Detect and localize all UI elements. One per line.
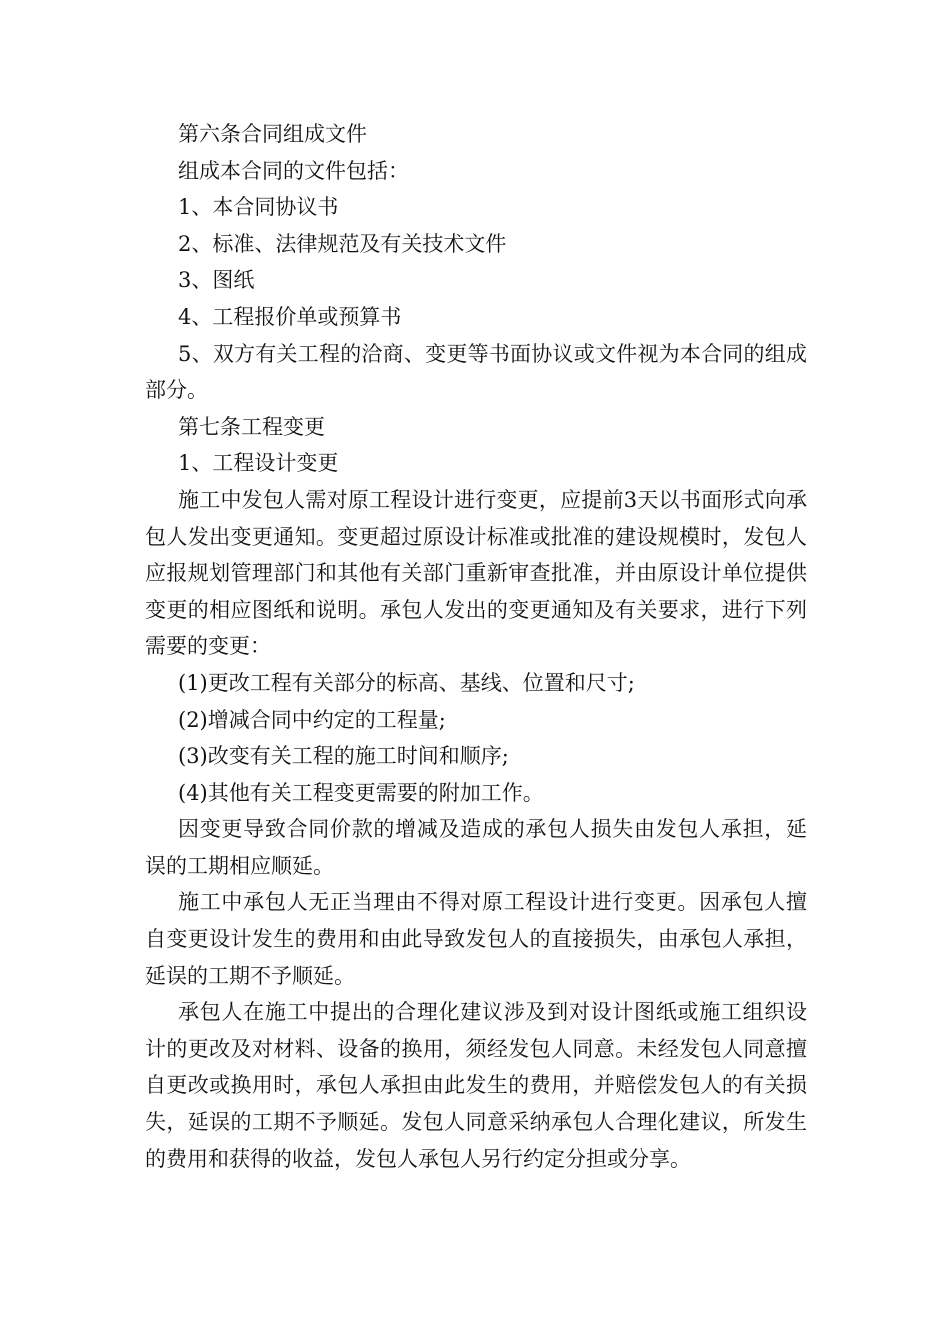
list-item: 4、工程报价单或预算书 — [178, 304, 402, 329]
list-item: (1)更改工程有关部分的标高、基线、位置和尺寸; — [178, 670, 635, 695]
list-item: (3)改变有关工程的施工时间和顺序; — [178, 744, 509, 769]
list-item: 1、本合同协议书 — [178, 195, 339, 220]
article-6-heading: 第六条合同组成文件 — [178, 122, 367, 146]
article-7-heading: 第七条工程变更 — [178, 414, 325, 439]
body-paragraph: 因变更导致合同价款的增减及造成的承包人损失由发包人承担，延误的工期相应顺延。 — [145, 817, 807, 878]
list-item: (2)增减合同中约定的工程量; — [178, 707, 446, 732]
list-item: 2、标准、法律规范及有关技术文件 — [178, 231, 507, 256]
body-paragraph: 承包人在施工中提出的合理化建议涉及到对设计图纸或施工组织设计的更改及对材料、设备的换用，须经发包人同意。未经发包人同意擅自更改或换用时，承包人承担由此发生的费用，并赔偿发包人的有关损失，延误的工期不予顺延。发包人同意采纳承包人合理化建议，所发生的费用和获得的收益，发包人承包人另行约定分担或分享。 — [145, 1000, 807, 1171]
section-heading: 1、工程设计变更 — [178, 451, 339, 476]
body-paragraph: 施工中发包人需对原工程设计进行变更，应提前3天以书面形式向承包人发出变更通知。变更超过原设计标准或批准的建设规模时，发包人应报规划管理部门和其他有关部门重新审查批准，并由原设计单位提供变更的相应图纸和说明。承包人发出的变更通知及有关要求，进行下列需要的变更： — [145, 487, 807, 659]
contract-documents-intro: 组成本合同的文件包括： — [178, 158, 409, 183]
list-item: 5、双方有关工程的洽商、变更等书面协议或文件视为本合同的组成部分。 — [145, 341, 807, 403]
body-paragraph: 施工中承包人无正当理由不得对原工程设计进行变更。因承包人擅自变更设计发生的费用和由此导致发包人的直接损失，由承包人承担，延误的工期不予顺延。 — [145, 890, 807, 988]
list-item: 3、图纸 — [178, 268, 255, 293]
document-body — [145, 116, 807, 1177]
list-item: (4)其他有关工程变更需要的附加工作。 — [178, 780, 544, 805]
